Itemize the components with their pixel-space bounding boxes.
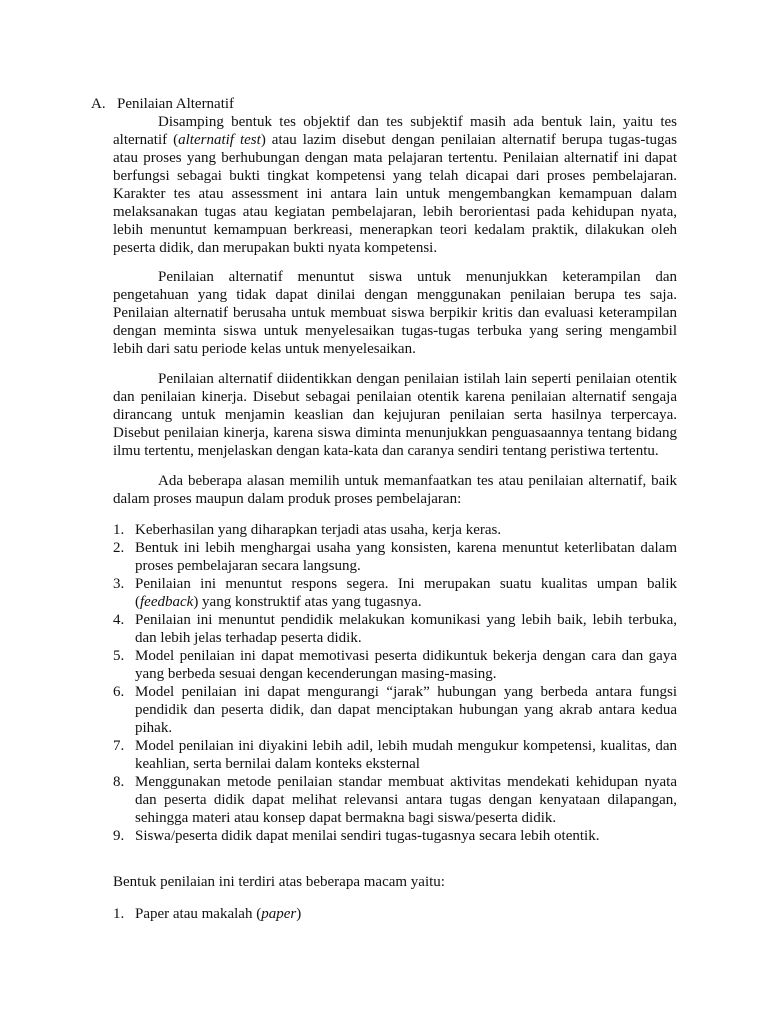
list-item-text-b: ) [296, 906, 302, 922]
list-item-number: 8. [113, 774, 125, 790]
paragraph-4: Ada beberapa alasan memilih untuk memanfaatkan tes atau penilaian alternatif, baik dalam proses maupun dalam produk proses pembelajaran: [113, 473, 677, 507]
list-item-emphasis: feedback [140, 594, 194, 610]
list-item-text-b: ) yang konstruktif atas yang tugasnya. [193, 594, 422, 610]
list-item-text: Penilaian ini menuntut pendidik melakukan komunikasi yang lebih baik, lebih terbuka, dan lebih jelas terhadap peserta didik. [135, 612, 677, 646]
list-item-number: 4. [113, 612, 125, 628]
paragraph-1-text-a: Disamping bentuk tes objektif dan tes subjektif masih ada bentuk lain, yaitu tes alternatif ( [113, 114, 677, 148]
paragraph-1-text-b: ) atau lazim disebut dengan penilaian alternatif berupa tugas-tugas atau proses yang berhubungan dengan mata pelajaran tertentu. Penilaian alternatif ini dapat berfungsi sebagai bukti tingkat kompetensi yang telah dicapai dari proses pembelajaran. Karakter tes atau assessment ini antara lain untuk mengembangkan kemampuan dalam melaksanakan tugas atau kegiatan pembelajaran, lebih berorientasi pada kehidupan nyata, lebih menuntut kemampuan berkreasi, menerapkan teori kedalam praktik, dilakukan oleh peserta didik, dan merupakan bukti nyata kompetensi. [113, 132, 677, 256]
list-item [113, 737, 677, 773]
list-item [113, 539, 677, 575]
list-item-number: 3. [113, 576, 125, 592]
list-item-text-a: Paper atau makalah ( [135, 906, 262, 922]
list-item [113, 575, 677, 611]
section-title: Penilaian Alternatif [117, 96, 235, 112]
list-item-number: 6. [113, 684, 125, 700]
list-item [113, 827, 677, 845]
list-item-number: 1. [113, 906, 125, 922]
paragraph-1 [113, 113, 677, 257]
list-item-number: 9. [113, 828, 125, 844]
list-item-text-a: Penilaian ini menuntut respons segera. Ini merupakan suatu kualitas umpan balik ( [135, 576, 677, 610]
list-item-text: Menggunakan metode penilaian standar membuat aktivitas mendekati kehidupan nyata dan peserta didik dapat melihat relevansi antara tugas dengan kenyataan dilapangan, sehingga materi atau konsep dapat bermakna bagi siswa/peserta didik. [135, 774, 677, 826]
list-item-text: Bentuk ini lebih menghargai usaha yang konsisten, karena menuntut keterlibatan dalam proses pembelajaran secara langsung. [135, 540, 677, 574]
reasons-list [113, 521, 677, 845]
list-item [113, 905, 301, 923]
list-item-number: 2. [113, 540, 125, 556]
section-letter: A. [91, 96, 106, 112]
section-heading [91, 95, 234, 113]
list-item [113, 683, 677, 737]
list-item-text: Keberhasilan yang diharapkan terjadi atas usaha, kerja keras. [135, 522, 502, 538]
paragraph-3: Penilaian alternatif diidentikkan dengan penilaian istilah lain seperti penilaian otentik dan penilaian kinerja. Disebut sebagai penilaian otentik karena penilaian alternatif sengaja dirancang untuk menjamin keaslian dan kejujuran penilaian serta hasilnya terpercaya. Disebut penilaian kinerja, karena siswa diminta menunjukkan penguasaannya tentang bidang ilmu tertentu, menjelaskan dengan kata-kata dan caranya sendiri tentang peristiwa tertentu. [113, 371, 677, 459]
list-item-text: Siswa/peserta didik dapat menilai sendiri tugas-tugasnya secara lebih otentik. [135, 828, 600, 844]
list-item-number: 5. [113, 648, 125, 664]
list-item [113, 521, 677, 539]
paragraph-1-emphasis: alternatif test [178, 132, 261, 148]
forms-list [113, 905, 301, 923]
list-item-text: Model penilaian ini diyakini lebih adil, lebih mudah mengukur kompetensi, kualitas, dan keahlian, serta bernilai dalam konteks eksternal [135, 738, 677, 772]
list-item [113, 773, 677, 827]
list-item-emphasis: paper [261, 906, 297, 922]
list-item-text: Model penilaian ini dapat mengurangi “jarak” hubungan yang berbeda antara fungsi pendidik dan peserta didik, dan dapat menciptakan hubungan yang akrab antara kedua pihak. [135, 684, 677, 736]
list-item-text: Model penilaian ini dapat memotivasi peserta didikuntuk bekerja dengan cara dan gaya yang berbeda sesuai dengan kecenderungan masing-masing. [135, 648, 677, 682]
paragraph-2: Penilaian alternatif menuntut siswa untuk menunjukkan keterampilan dan pengetahuan yang tidak dapat dinilai dengan menggunakan penilaian berupa tes saja. Penilaian alternatif berusaha untuk membuat siswa berpikir kritis dan evaluasi keterampilan dengan meminta siswa untuk menyelesaikan tugas-tugas terbuka yang sering mengambil lebih dari satu periode kelas untuk menyelesaikan. [113, 269, 677, 357]
list-item-number: 1. [113, 522, 125, 538]
forms-intro: Bentuk penilaian ini terdiri atas beberapa macam yaitu: [113, 874, 445, 890]
list-item-number: 7. [113, 738, 125, 754]
list-item [113, 647, 677, 683]
list-item [113, 611, 677, 647]
